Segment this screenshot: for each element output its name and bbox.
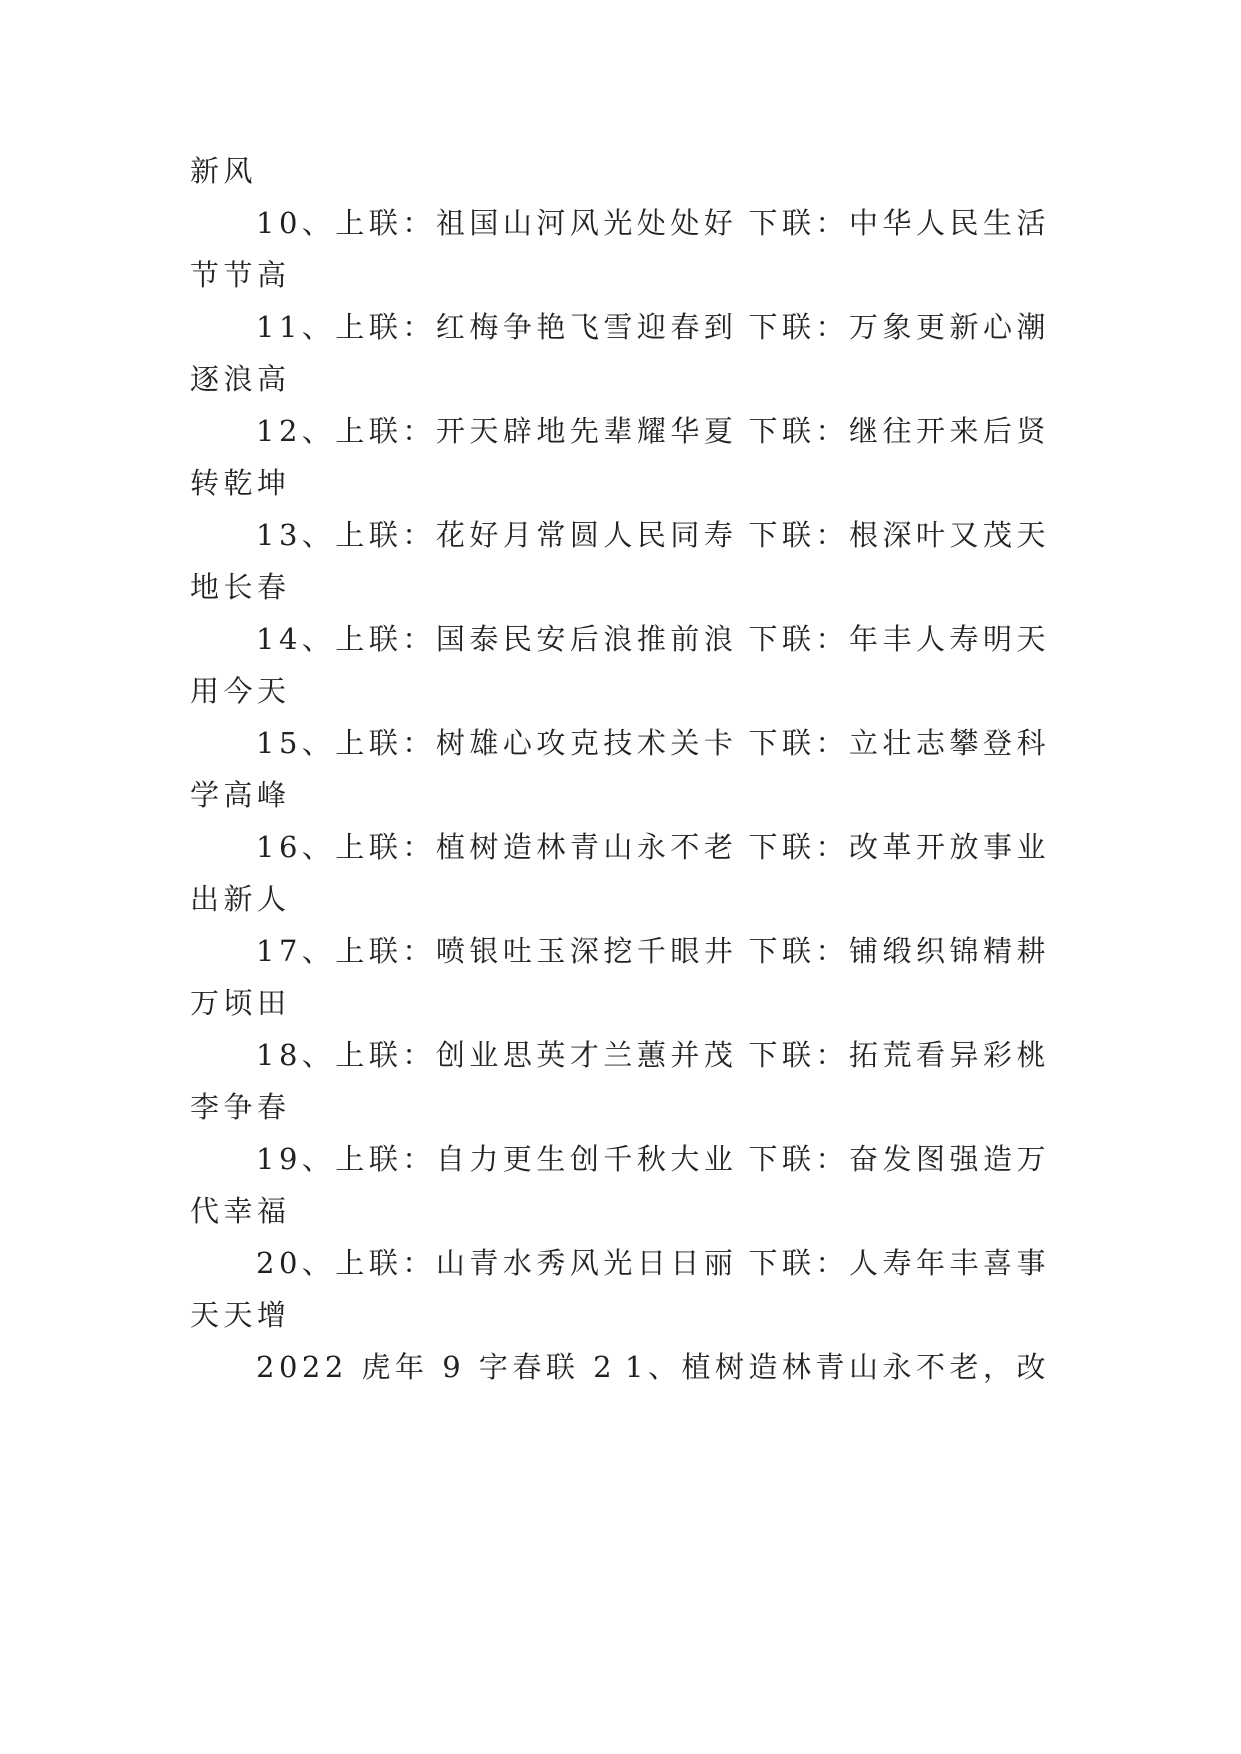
continuation-text: 节节高 <box>190 258 291 292</box>
couplet-item-13 <box>256 515 1050 555</box>
lower-line: 下联：继往开来后贤 <box>748 414 1050 448</box>
couplet-item-14 <box>256 619 1050 659</box>
couplet-upper <box>256 723 737 763</box>
item-number: 14、 <box>256 622 336 656</box>
upper-line: 上联：红梅争艳飞雪迎春到 <box>335 310 738 344</box>
couplet-upper <box>256 307 737 347</box>
text-line <box>190 1087 1050 1127</box>
couplet-upper <box>256 827 737 867</box>
upper-line: 上联：国泰民安后浪推前浪 <box>335 622 738 656</box>
item-number: 18、 <box>256 1038 336 1072</box>
lower-line: 下联：万象更新心潮 <box>748 310 1050 344</box>
item-number: 19、 <box>256 1142 336 1176</box>
item-number: 15、 <box>256 726 336 760</box>
item-number: 11、 <box>256 310 336 344</box>
text-line <box>190 1191 1050 1231</box>
upper-line: 上联：创业思英才兰蕙并茂 <box>335 1038 738 1072</box>
lower-line: 下联：铺缎织锦精耕 <box>748 934 1050 968</box>
continuation-text: 天天增 <box>190 1298 291 1332</box>
text-line <box>190 255 1050 295</box>
continuation-text: 新风 <box>190 154 258 188</box>
couplet-item-11 <box>256 307 1050 347</box>
section-heading-line <box>256 1347 1050 1387</box>
couplet-item-16 <box>256 827 1050 867</box>
couplet-upper <box>256 203 737 243</box>
text-line <box>190 567 1050 607</box>
text-line <box>190 879 1050 919</box>
couplet-upper <box>256 411 737 451</box>
text-line <box>190 1295 1050 1335</box>
upper-line: 上联：开天辟地先辈耀华夏 <box>335 414 738 448</box>
couplet-item-12 <box>256 411 1050 451</box>
lower-line: 下联：改革开放事业 <box>748 830 1050 864</box>
couplet-upper <box>256 931 737 971</box>
lower-line: 下联：年丰人寿明天 <box>748 622 1050 656</box>
continuation-text: 转乾坤 <box>190 466 291 500</box>
upper-line: 上联：祖国山河风光处处好 <box>335 206 738 240</box>
text-line <box>190 671 1050 711</box>
item-number: 13、 <box>256 518 336 552</box>
continuation-text: 万顷田 <box>190 986 291 1020</box>
lower-line: 下联：立壮志攀登科 <box>748 726 1050 760</box>
couplet-item-19 <box>256 1139 1050 1179</box>
section-first-item: 1、植树造林青山永不老，改 <box>625 1350 1050 1384</box>
text-line <box>190 775 1050 815</box>
continuation-text: 李争春 <box>190 1090 291 1124</box>
text-line <box>190 359 1050 399</box>
item-number: 12、 <box>256 414 336 448</box>
upper-line: 上联：树雄心攻克技术关卡 <box>335 726 738 760</box>
lower-line: 下联：人寿年丰喜事 <box>748 1246 1050 1280</box>
section-heading: 2022 虎年 9 字春联 2 <box>256 1350 617 1384</box>
lower-line: 下联：根深叶又茂天 <box>748 518 1050 552</box>
item-number: 17、 <box>256 934 336 968</box>
upper-line: 上联：自力更生创千秋大业 <box>335 1142 738 1176</box>
text-line <box>190 983 1050 1023</box>
upper-line: 上联：山青水秀风光日日丽 <box>335 1246 738 1280</box>
continuation-text: 用今天 <box>190 674 291 708</box>
continuation-text: 逐浪高 <box>190 362 291 396</box>
upper-line: 上联：喷银吐玉深挖千眼井 <box>335 934 738 968</box>
item-number: 16、 <box>256 830 336 864</box>
couplet-item-10 <box>256 203 1050 243</box>
couplet-upper <box>256 1035 737 1075</box>
text-line <box>190 151 1050 191</box>
lower-line: 下联：拓荒看异彩桃 <box>748 1038 1050 1072</box>
item-number: 20、 <box>256 1246 336 1280</box>
lower-line: 下联：中华人民生活 <box>748 206 1050 240</box>
couplet-upper <box>256 1139 737 1179</box>
couplet-upper <box>256 515 737 555</box>
continuation-text: 学高峰 <box>190 778 291 812</box>
continuation-text: 代幸福 <box>190 1194 291 1228</box>
upper-line: 上联：植树造林青山永不老 <box>335 830 738 864</box>
upper-line: 上联：花好月常圆人民同寿 <box>335 518 738 552</box>
couplet-item-20 <box>256 1243 1050 1283</box>
couplet-item-18 <box>256 1035 1050 1075</box>
couplet-upper <box>256 619 737 659</box>
couplet-upper <box>256 1243 737 1283</box>
item-number: 10、 <box>256 206 336 240</box>
text-line <box>190 463 1050 503</box>
lower-line: 下联：奋发图强造万 <box>748 1142 1050 1176</box>
couplet-item-15 <box>256 723 1050 763</box>
continuation-text: 出新人 <box>190 882 291 916</box>
couplet-item-17 <box>256 931 1050 971</box>
continuation-text: 地长春 <box>190 570 291 604</box>
